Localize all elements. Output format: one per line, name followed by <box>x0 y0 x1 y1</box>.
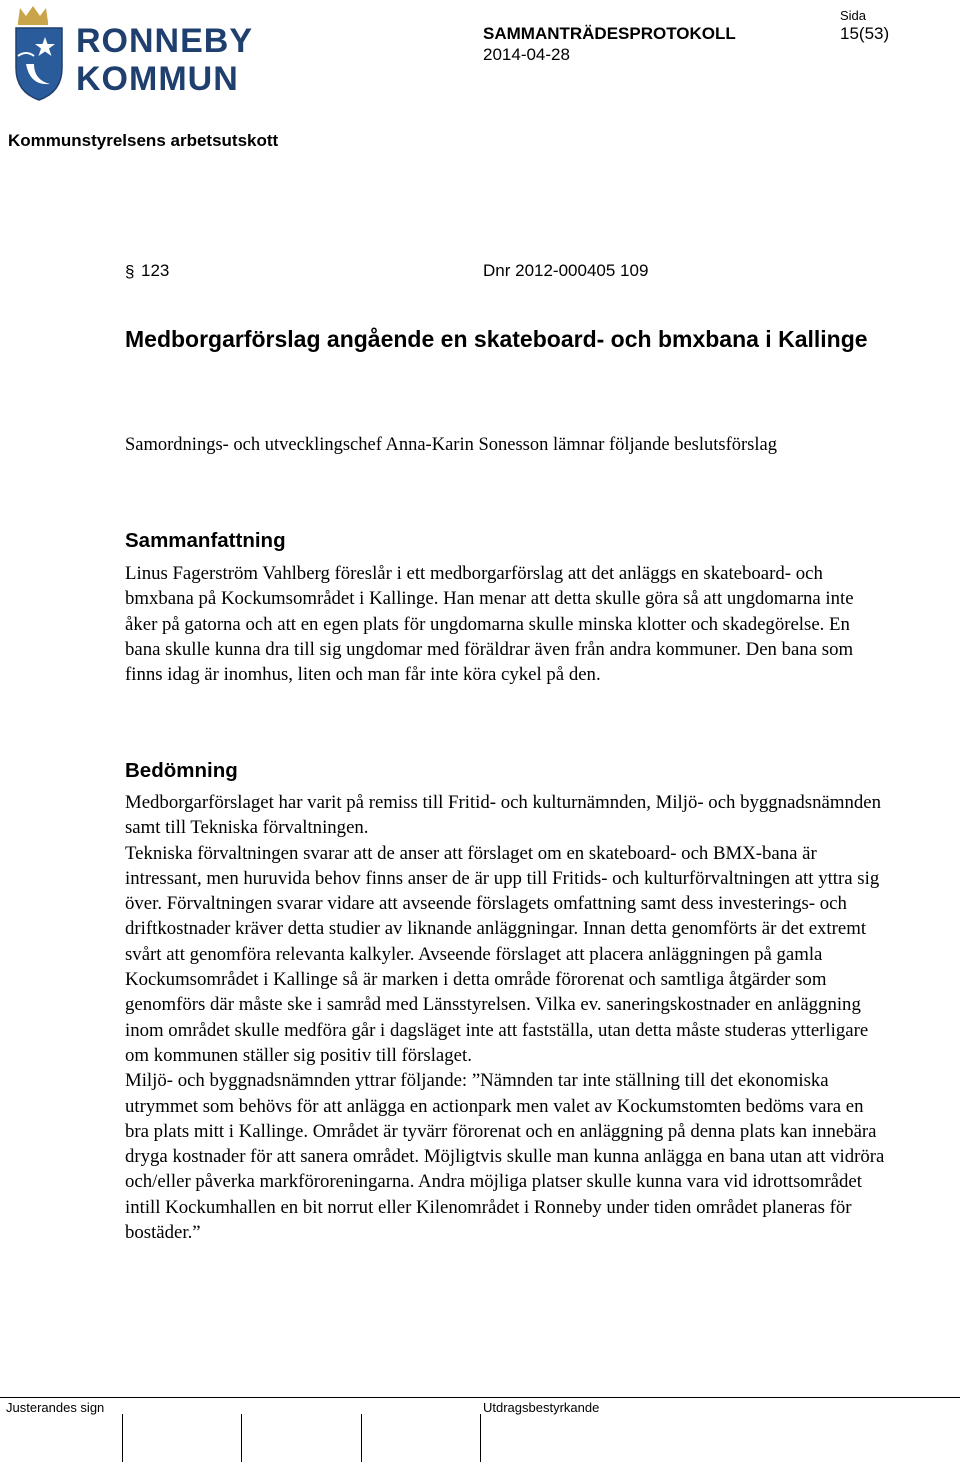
signature-box-divider <box>241 1414 242 1462</box>
paragraph-number: 123 <box>141 261 170 280</box>
page-label: Sida <box>840 8 867 23</box>
signature-box-divider <box>480 1414 481 1462</box>
protocol-title: SAMMANTRÄDESPROTOKOLL <box>483 24 736 43</box>
document-title: Medborgarförslag angående en skateboard- och bmxbana i Kallinge <box>125 326 868 352</box>
signature-box-divider <box>122 1414 123 1462</box>
bedomning-text <box>125 790 885 1245</box>
case-number: Dnr 2012-000405 109 <box>483 261 649 280</box>
page-number: 15(53) <box>840 24 890 43</box>
bedomning-paragraph-2: Tekniska förvaltningen svarar att de anser att förslaget om en skateboard- och BMX-bana är intressant, men huruvida behov finns anser de är upp till Fritids- och kulturförvaltningen att yttra sig över. Förvaltningen svarar vidare att avseende förslagets omfattning samt dess investerings- och driftkostnader kräver detta studier av liknande anläggningar. Innan detta genomförts är det extremt svårt att genomföra relevanta kalkyler. Avseende förslaget att placera anläggningen på gamla Kockumsområdet i Kallinge så är marken i detta område förorenat och samtliga åtgärder som genomförs där måste ske i samråd med Länsstyrelsen. Vilka ev. saneringskostnader en anläggning inom området skulle medföra går i dagsläget inte att fastställa, utan detta måste studeras ytterligare om kommunen ställer sig positiv till förslaget. <box>125 842 880 1066</box>
section-sign: § <box>125 262 135 281</box>
logo-line-1: RONNEBY <box>76 22 254 60</box>
sammanfattning-text: Linus Fagerström Vahlberg föreslår i ett medborgarförslag att det anläggs en skateboard- och bmxbana på Kockumsområdet i Kallinge. Han menar att detta skulle göra så att ungdomarna inte åker på gatorna och att en egen plats för ungdomarna skulle minska klotter och skadegörelse. En bana skulle kunna dra till sig ungdomar med föräldrar även från andra kommuner. Den bana som finns idag är inomhus, liten och man får inte köra cykel på den. <box>125 563 854 686</box>
signature-box-divider <box>361 1414 362 1462</box>
bedomning-paragraph-1: Medborgarförslaget har varit på remiss till Fritid- och kulturnämnden, Miljö- och byggnadsnämnden samt till Tekniska förvaltningen. <box>125 792 881 839</box>
extract-certification-label: Utdragsbestyrkande <box>483 1400 600 1415</box>
heading-bedomning: Bedömning <box>125 759 238 782</box>
ronneby-kommun-logo <box>12 4 262 102</box>
protocol-date: 2014-04-28 <box>483 45 570 64</box>
heading-sammanfattning: Sammanfattning <box>125 529 286 552</box>
signature-label: Justerandes sign <box>6 1400 105 1415</box>
logo-line-2: KOMMUN <box>76 60 239 98</box>
bedomning-paragraph-3: Miljö- och byggnadsnämnden yttrar följande: ”Nämnden tar inte ställning till det ekonomiska utrymmet som behövs för att anlägga en actionpark men valet av Kockumstomten bedöms vara en bra plats mitt i Kallinge. Området är tyvärr förorenat och en anläggning på denna plats kan innebära dryga kostnader för att sanera området. Möjligtvis skulle man kunna anlägga en bana utan att vidröra och/eller påverka markföroreningarna. Andra möjliga platser skulle kunna vara vid idrottsområdet intill Kockumhallen en bit norrut eller Kilenområdet i Ronneby under tiden området planeras för bostäder.” <box>125 1070 885 1244</box>
shield-icon <box>16 28 62 100</box>
crown-icon <box>18 6 48 25</box>
committee-name: Kommunstyrelsens arbetsutskott <box>8 131 279 150</box>
intro-text: Samordnings- och utvecklingschef Anna-Karin Sonesson lämnar följande beslutsförslag <box>125 435 777 455</box>
footer-divider <box>0 1397 960 1398</box>
